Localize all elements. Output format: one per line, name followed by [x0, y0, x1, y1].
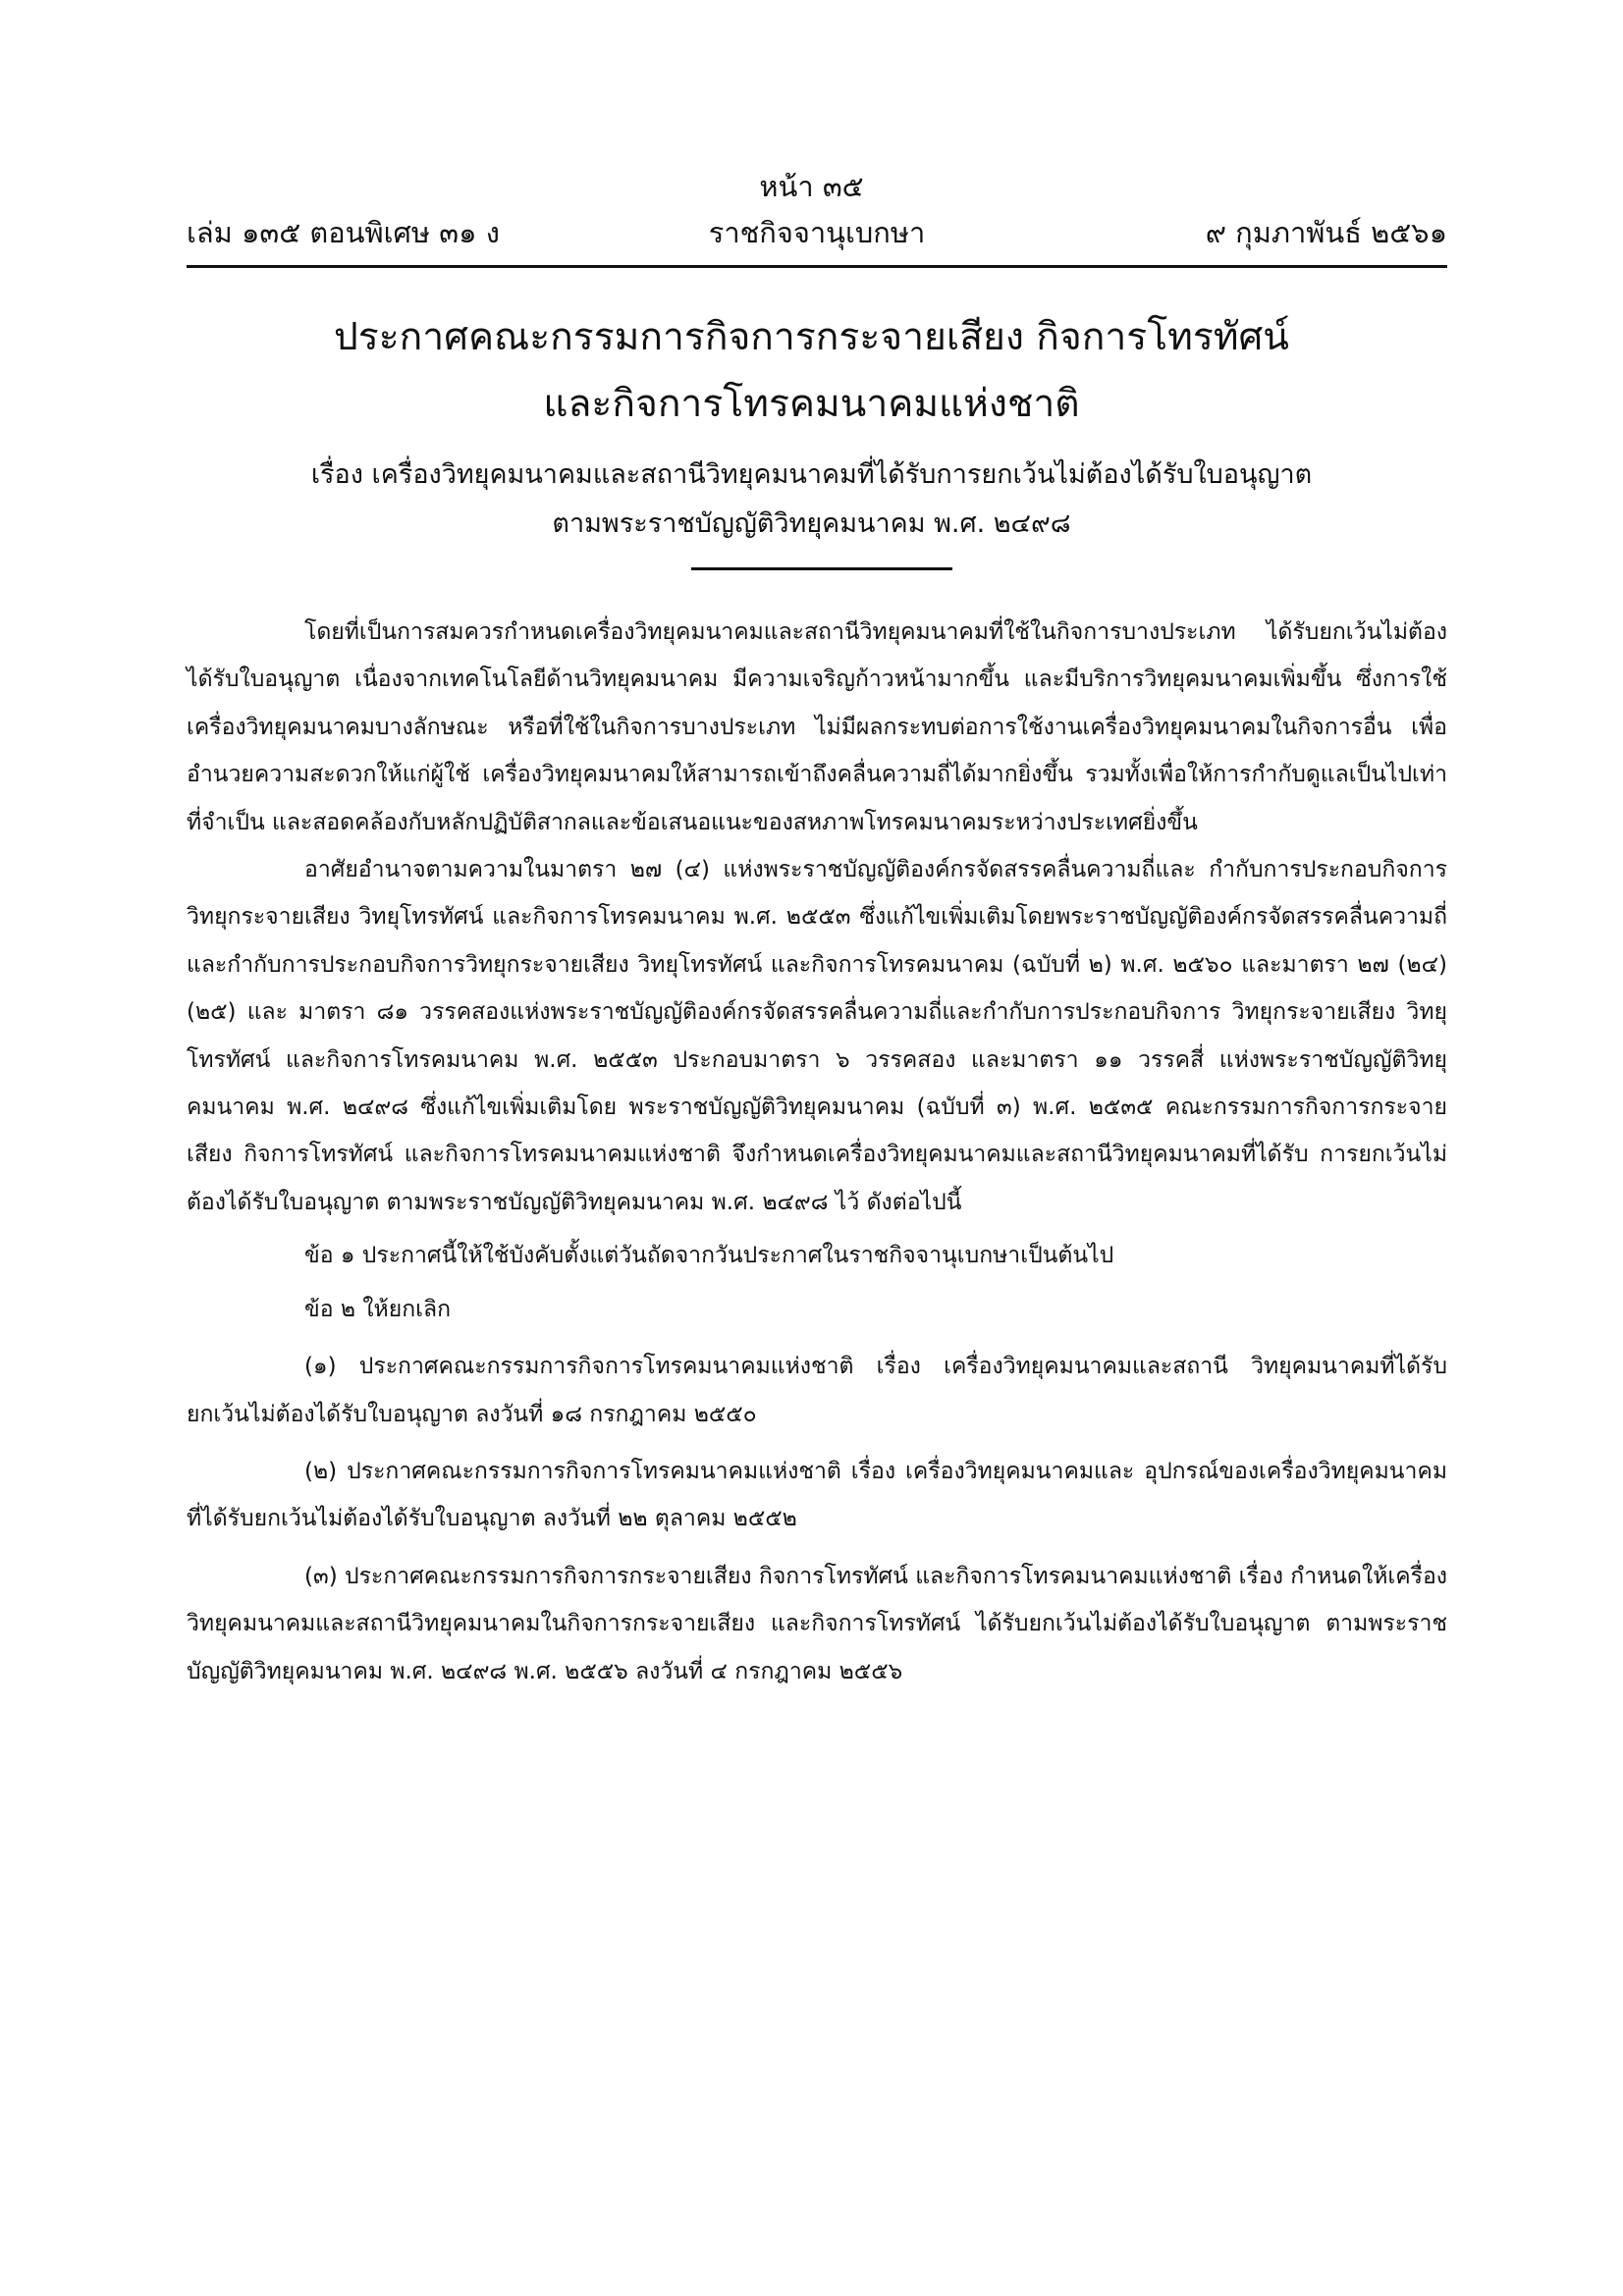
clause-1: ข้อ ๑ ประกาศนี้ให้ใช้บังคับตั้งแต่วันถัดจากวันประกาศในราชกิจจานุเบกษาเป็นต้นไป — [304, 1243, 1114, 1269]
announcement-subject-line-1: เรื่อง เครื่องวิทยุคมนาคมและสถานีวิทยุคมนาคมที่ได้รับการยกเว้นไม่ต้องได้รับใบอนุญาต — [310, 459, 1313, 490]
repeal-item-1: (๑) ประกาศคณะกรรมการกิจการโทรคมนาคมแห่งชาติ เรื่อง เครื่องวิทยุคมนาคมและสถานี วิทยุคมนาคมที่ได้รับยกเว้นไม่ต้องได้รับใบอนุญาต ลงวันที่ ๑๘ กรกฎาคม ๒๕๕๐ — [187, 1354, 1447, 1427]
title-divider — [691, 567, 952, 570]
header-divider — [187, 265, 1447, 268]
preamble-paragraph-2: อาศัยอำนาจตามความในมาตรา ๒๗ (๔) แห่งพระราชบัญญัติองค์กรจัดสรรคลื่นความถี่และ กำกับการประกอบกิจการวิทยุกระจายเสียง วิทยุโทรทัศน์ และกิจการโทรคมนาคม พ.ศ. ๒๕๕๓ ซึ่งแก้ไขเพิ่มเติมโดยพระราชบัญญัติองค์กรจัดสรรคลื่นความถี่และกำกับการประกอบกิจการวิทยุกระจายเสียง วิทยุโทรทัศน์ และกิจการโทรคมนาคม (ฉบับที่ ๒) พ.ศ. ๒๕๖๐ และมาตรา ๒๗ (๒๔) (๒๕) และ มาตรา ๘๑ วรรคสองแห่งพระราชบัญญัติองค์กรจัดสรรคลื่นความถี่และกำกับการประกอบกิจการ วิทยุกระจายเสียง วิทยุโทรทัศน์ และกิจการโทรคมนาคม พ.ศ. ๒๕๕๓ ประกอบมาตรา ๖ วรรคสอง และมาตรา ๑๑ วรรคสี่ แห่งพระราชบัญญัติวิทยุคมนาคม พ.ศ. ๒๔๙๘ ซึ่งแก้ไขเพิ่มเติมโดย พระราชบัญญัติวิทยุคมนาคม (ฉบับที่ ๓) พ.ศ. ๒๕๓๕ คณะกรรมการกิจการกระจายเสียง กิจการโทรทัศน์ และกิจการโทรคมนาคมแห่งชาติ จึงกำหนดเครื่องวิทยุคมนาคมและสถานีวิทยุคมนาคมที่ได้รับ การยกเว้นไม่ต้องได้รับใบอนุญาต ตามพระราชบัญญัติวิทยุคมนาคม พ.ศ. ๒๔๙๘ ไว้ ดังต่อไปนี้ — [187, 857, 1448, 1215]
announcement-body — [187, 609, 1447, 1695]
announcement-subject-line-2: ตามพระราชบัญญัติวิทยุคมนาคม พ.ศ. ๒๔๙๘ — [552, 508, 1071, 539]
volume-issue: เล่ม ๑๓๕ ตอนพิเศษ ๓๑ ง — [187, 216, 500, 249]
page-number: หน้า ๓๕ — [759, 170, 864, 203]
clause-2: ข้อ ๒ ให้ยกเลิก — [304, 1296, 451, 1322]
gazette-header — [187, 211, 1447, 254]
publication-date: ๙ กุมภาพันธ์ ๒๕๖๑ — [1205, 216, 1447, 249]
preamble-paragraph-1: โดยที่เป็นการสมควรกำหนดเครื่องวิทยุคมนาคมและสถานีวิทยุคมนาคมที่ใช้ในกิจการบางประเภท ได้รับยกเว้นไม่ต้องได้รับใบอนุญาต เนื่องจากเทคโนโลยีด้านวิทยุคมนาคม มีความเจริญก้าวหน้ามากขึ้น และมีบริการวิทยุคมนาคมเพิ่มขึ้น ซึ่งการใช้เครื่องวิทยุคมนาคมบางลักษณะ หรือที่ใช้ในกิจการบางประเภท ไม่มีผลกระทบต่อการใช้งานเครื่องวิทยุคมนาคมในกิจการอื่น เพื่ออำนวยความสะดวกให้แก่ผู้ใช้ เครื่องวิทยุคมนาคมให้สามารถเข้าถึงคลื่นความถี่ได้มากยิ่งขึ้น รวมทั้งเพื่อให้การกำกับดูแลเป็นไปเท่าที่จำเป็น และสอดคล้องกับหลักปฏิบัติสากลและข้อเสนอแนะของสหภาพโทรคมนาคมระหว่างประเทศยิ่งขึ้น — [187, 619, 1447, 835]
repeal-item-2: (๒) ประกาศคณะกรรมการกิจการโทรคมนาคมแห่งชาติ เรื่อง เครื่องวิทยุคมนาคมและ อุปกรณ์ของเครื่องวิทยุคมนาคมที่ได้รับยกเว้นไม่ต้องได้รับใบอนุญาต ลงวันที่ ๒๒ ตุลาคม ๒๕๕๒ — [187, 1458, 1447, 1532]
publication-name: ราชกิจจานุเบกษา — [708, 216, 926, 249]
repeal-item-3: (๓) ประกาศคณะกรรมการกิจการกระจายเสียง กิจการโทรทัศน์ และกิจการโทรคมนาคมแห่งชาติ เรื่อง กำหนดให้เครื่องวิทยุคมนาคมและสถานีวิทยุคมนาคมในกิจการกระจายเสียง และกิจการโทรทัศน์ ได้รับยกเว้นไม่ต้องได้รับใบอนุญาต ตามพระราชบัญญัติวิทยุคมนาคม พ.ศ. ๒๔๙๘ พ.ศ. ๒๕๕๖ ลงวันที่ ๔ กรกฎาคม ๒๕๕๖ — [187, 1563, 1447, 1684]
announcement-title-line-2: และกิจการโทรคมนาคมแห่งชาติ — [543, 382, 1080, 426]
announcement-title-line-1: ประกาศคณะกรรมการกิจการกระจายเสียง กิจการโทรทัศน์ — [334, 315, 1289, 359]
